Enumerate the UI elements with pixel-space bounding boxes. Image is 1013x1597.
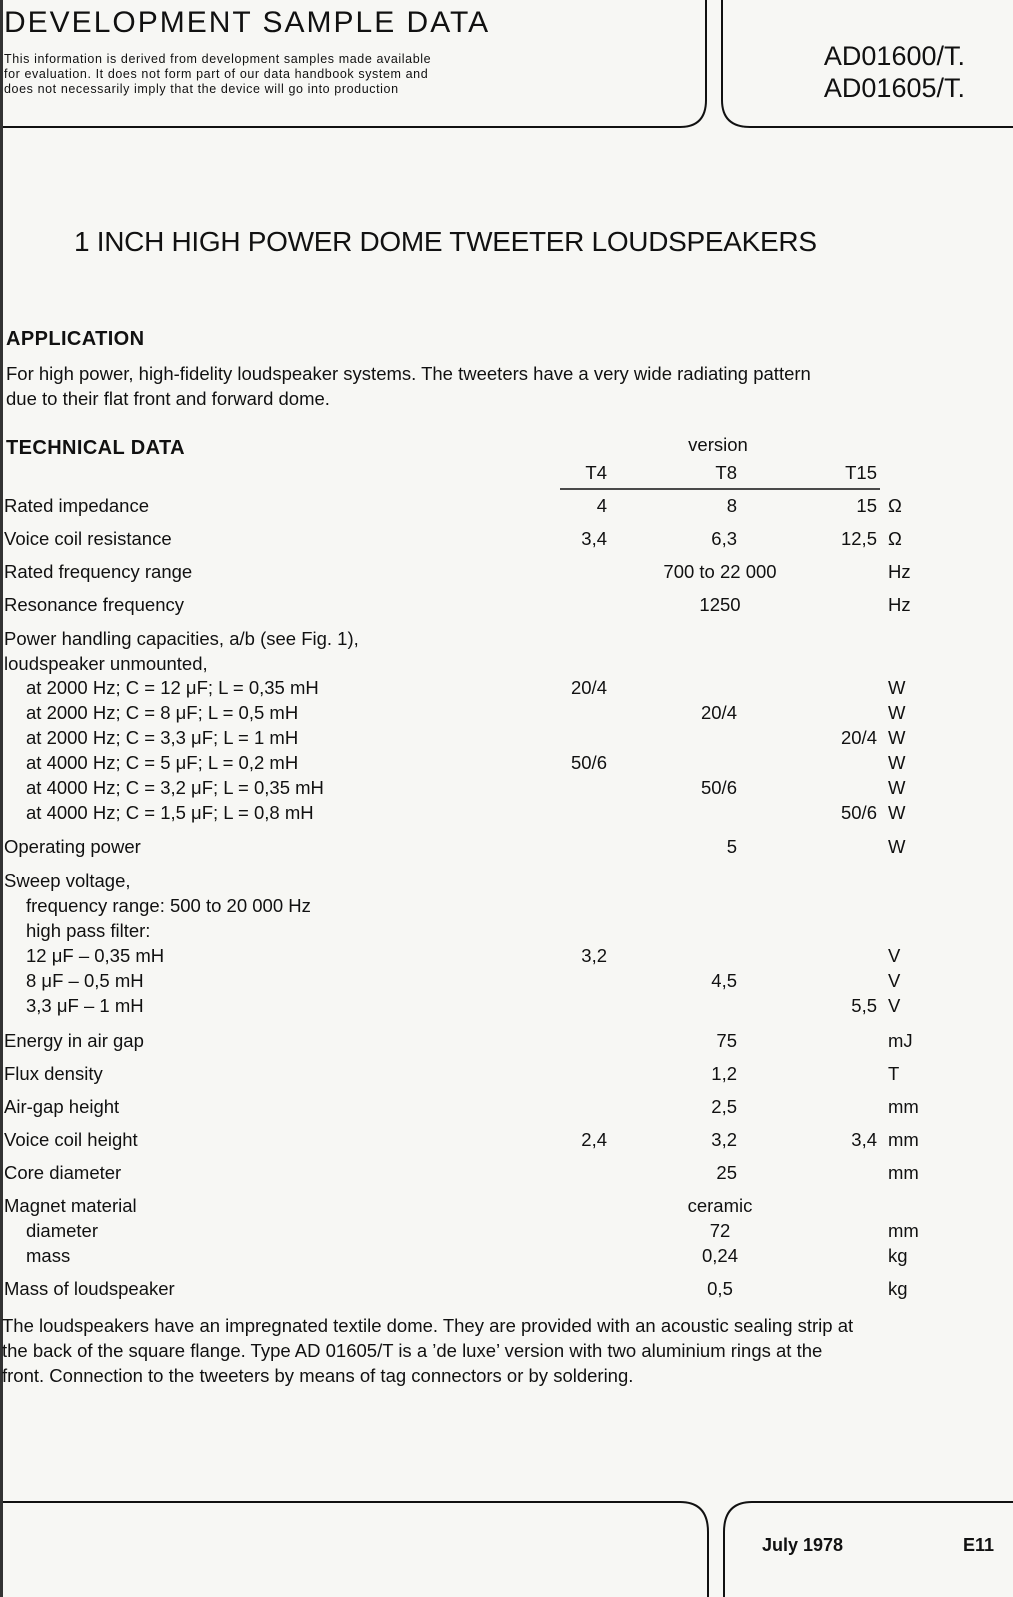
type-number: AD01605/T. — [823, 73, 965, 103]
value-t15: 3,4 — [851, 1129, 877, 1150]
unit-label: Hz — [888, 561, 911, 582]
value-t15: 50/6 — [840, 802, 877, 823]
unit-label: W — [888, 777, 906, 798]
table-row — [0, 1245, 1013, 1271]
value-t4: 2,4 — [581, 1129, 607, 1150]
table-row — [0, 727, 1013, 753]
development-disclaimer — [4, 52, 431, 97]
unit-label: Ω — [888, 528, 902, 549]
application-line: For high power, high-fidelity loudspeaker systems. The tweeters have a very wide radiating pattern — [6, 363, 811, 384]
closing-line: the back of the square flange. Type AD 01605/T is a ’de luxe’ version with two aluminium rings at the — [2, 1340, 823, 1361]
parameter-label: Voice coil resistance — [4, 528, 172, 549]
unit-label: mm — [888, 1220, 919, 1241]
application-heading: APPLICATION — [6, 328, 145, 350]
closing-line: The loudspeakers have an impregnated textile dome. They are provided with an acoustic sealing strip at — [2, 1315, 854, 1336]
table-row — [0, 1195, 1013, 1221]
table-row — [0, 895, 1013, 921]
disclaimer-line: This information is derived from development samples made available — [4, 52, 432, 66]
table-row — [0, 1129, 1013, 1155]
value-t15: 12,5 — [840, 528, 877, 549]
application-line: due to their flat front and forward dome. — [6, 388, 330, 409]
parameter-label: at 4000 Hz; C = 1,5 μF; L = 0,8 mH — [26, 802, 314, 823]
value-t8: 20/4 — [700, 702, 737, 723]
parameter-label: at 2000 Hz; C = 3,3 μF; L = 1 mH — [26, 727, 299, 748]
value-t15: 5,5 — [851, 995, 877, 1016]
column-headers — [0, 462, 1013, 488]
parameter-label: Voice coil height — [4, 1129, 138, 1150]
page-title: 1 INCH HIGH POWER DOME TWEETER LOUDSPEAKERS — [74, 226, 817, 257]
table-row — [0, 777, 1013, 803]
unit-label: W — [888, 752, 906, 773]
unit-label: V — [888, 995, 901, 1016]
table-row — [0, 594, 1013, 620]
parameter-label: 8 μF – 0,5 mH — [26, 970, 144, 991]
column-header-t8: T8 — [715, 462, 737, 483]
parameter-label: Core diameter — [4, 1162, 122, 1183]
closing-line: front. Connection to the tweeters by means of tag connectors or by soldering. — [2, 1365, 634, 1386]
parameter-label: at 2000 Hz; C = 8 μF; L = 0,5 mH — [26, 702, 299, 723]
value-t8: 50/6 — [700, 777, 737, 798]
table-row — [0, 677, 1013, 703]
table-row — [0, 870, 1013, 896]
page-code: E11 — [963, 1535, 995, 1555]
table-row — [0, 653, 1013, 679]
unit-label: mJ — [888, 1030, 913, 1051]
parameter-label: at 2000 Hz; C = 12 μF; L = 0,35 mH — [26, 677, 319, 698]
parameter-label: diameter — [26, 1220, 98, 1241]
parameter-label: Energy in air gap — [4, 1030, 144, 1051]
unit-label: W — [888, 836, 906, 857]
value-t8: 6,3 — [711, 528, 737, 549]
table-row — [0, 995, 1013, 1021]
unit-label: W — [888, 677, 906, 698]
value-all-versions: 72 — [709, 1220, 731, 1241]
unit-label: kg — [888, 1245, 908, 1266]
unit-label: mm — [888, 1096, 919, 1117]
unit-label: mm — [888, 1129, 919, 1150]
unit-label: Hz — [888, 594, 911, 615]
table-row — [0, 702, 1013, 728]
parameter-label: mass — [26, 1245, 71, 1266]
parameter-label: Rated frequency range — [4, 561, 193, 582]
document-status-title: DEVELOPMENT SAMPLE DATA — [4, 6, 491, 39]
value-t4: 3,2 — [581, 945, 607, 966]
parameter-label: Sweep voltage, — [4, 870, 131, 891]
table-row — [0, 1030, 1013, 1056]
unit-label: W — [888, 702, 906, 723]
value-all-versions: ceramic — [687, 1195, 753, 1216]
table-row — [0, 920, 1013, 946]
value-all-versions: 700 to 22 000 — [663, 561, 777, 582]
table-row — [0, 752, 1013, 778]
table-row — [0, 628, 1013, 654]
closing-paragraph — [2, 1313, 853, 1388]
table-row — [0, 495, 1013, 521]
parameter-label: Operating power — [4, 836, 141, 857]
value-t8: 8 — [726, 495, 737, 516]
value-t8: 2,5 — [711, 1096, 737, 1117]
table-row — [0, 970, 1013, 996]
value-t8: 1,2 — [711, 1063, 737, 1084]
value-t8: 4,5 — [711, 970, 737, 991]
parameter-label: frequency range: 500 to 20 000 Hz — [26, 895, 311, 916]
technical-data-heading: TECHNICAL DATA — [6, 437, 185, 459]
parameter-label: Flux density — [4, 1063, 103, 1084]
table-row — [0, 561, 1013, 587]
unit-label: Ω — [888, 495, 902, 516]
value-t15: 15 — [856, 495, 877, 516]
value-t4: 20/4 — [570, 677, 607, 698]
table-row — [0, 528, 1013, 554]
table-row — [0, 945, 1013, 971]
unit-label: V — [888, 945, 901, 966]
value-t4: 50/6 — [570, 752, 607, 773]
parameter-label: 12 μF – 0,35 mH — [26, 945, 165, 966]
unit-label: mm — [888, 1162, 919, 1183]
disclaimer-line: for evaluation. It does not form part of our data handbook system and — [4, 67, 429, 81]
unit-label: T — [888, 1063, 900, 1084]
version-label: version — [688, 434, 748, 455]
parameter-label: Resonance frequency — [4, 594, 184, 615]
application-text — [6, 361, 811, 411]
value-all-versions: 1250 — [699, 594, 741, 615]
value-t15: 20/4 — [840, 727, 877, 748]
unit-label: V — [888, 970, 901, 991]
parameter-label: high pass filter: — [26, 920, 151, 941]
value-all-versions: 0,24 — [701, 1245, 738, 1266]
parameter-label: Mass of loudspeaker — [4, 1278, 175, 1299]
publication-date: July 1978 — [762, 1535, 844, 1555]
table-row — [0, 802, 1013, 828]
value-t8: 25 — [716, 1162, 737, 1183]
disclaimer-line: does not necessarily imply that the device will go into production — [4, 82, 399, 96]
table-row — [0, 1220, 1013, 1246]
parameter-label: loudspeaker unmounted, — [4, 653, 208, 674]
value-t4: 4 — [596, 495, 607, 516]
parameter-label: Magnet material — [4, 1195, 137, 1216]
parameter-label: at 4000 Hz; C = 3,2 μF; L = 0,35 mH — [26, 777, 324, 798]
value-all-versions: 0,5 — [707, 1278, 733, 1299]
value-t4: 3,4 — [581, 528, 607, 549]
type-number: AD01600/T. — [823, 41, 965, 71]
type-numbers — [824, 40, 965, 104]
table-row — [0, 1162, 1013, 1188]
parameter-label: Rated impedance — [4, 495, 150, 516]
parameter-label: 3,3 μF – 1 mH — [26, 995, 144, 1016]
parameter-label: Air-gap height — [4, 1096, 120, 1117]
table-row — [0, 1096, 1013, 1122]
column-header-t15: T15 — [845, 462, 877, 483]
value-t8: 3,2 — [711, 1129, 737, 1150]
column-header-t4: T4 — [585, 462, 607, 483]
parameter-label: Power handling capacities, a/b (see Fig. 1), — [4, 628, 359, 649]
table-row — [0, 836, 1013, 862]
unit-label: W — [888, 727, 906, 748]
unit-label: W — [888, 802, 906, 823]
value-t8: 5 — [726, 836, 737, 857]
table-row — [0, 1063, 1013, 1089]
unit-label: kg — [888, 1278, 908, 1299]
parameter-label: at 4000 Hz; C = 5 μF; L = 0,2 mH — [26, 752, 299, 773]
table-row — [0, 1278, 1013, 1304]
value-t8: 75 — [716, 1030, 737, 1051]
